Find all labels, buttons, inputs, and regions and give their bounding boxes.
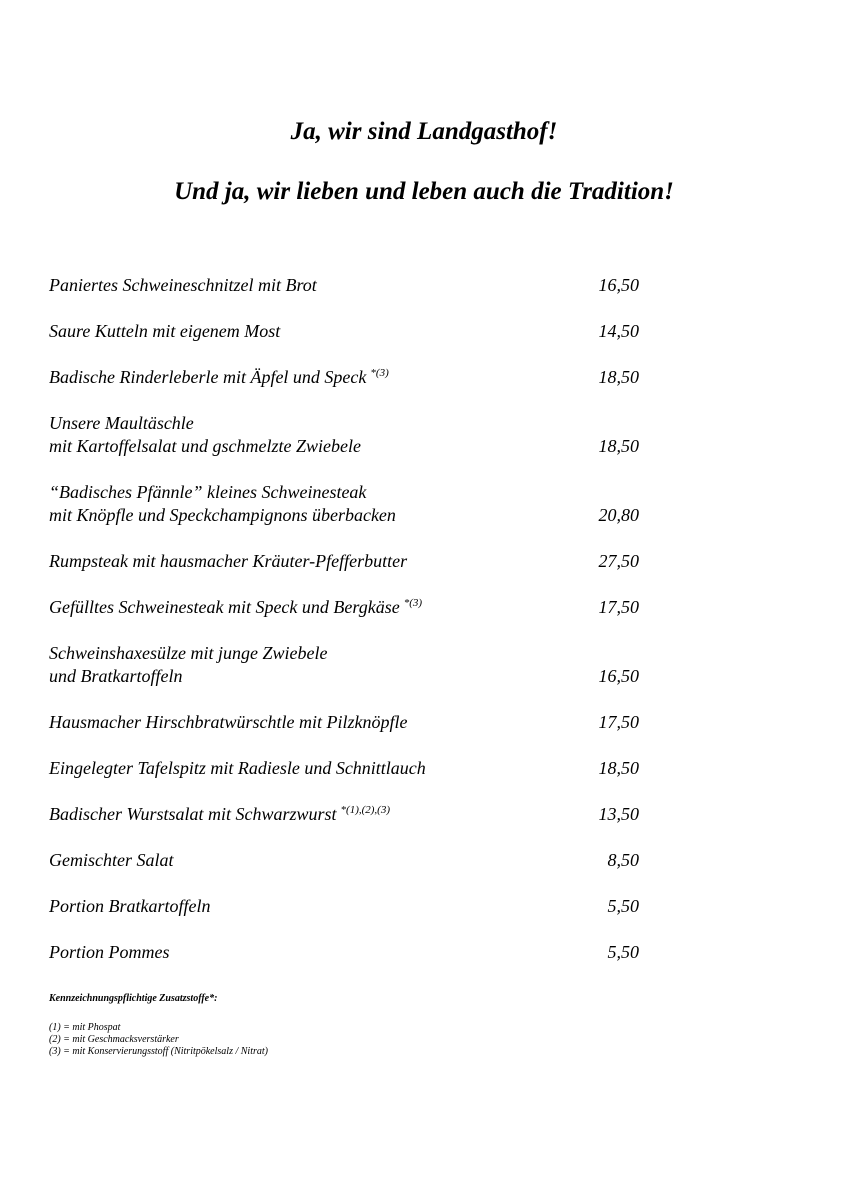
menu-item-line: Paniertes Schweineschnitzel mit Brot [49,275,317,295]
menu-item-line: Eingelegter Tafelspitz mit Radiesle und Schnittlauch [49,758,426,778]
heading-landgasthof: Ja, wir sind Landgasthof! [290,118,558,145]
menu-item-line: Rumpsteak mit hausmacher Kräuter-Pfefferbutter [49,551,408,571]
menu-item-line [49,803,569,826]
additive-definition: (1) = mit Phospat [49,1022,121,1033]
menu-item-price: 27,50 [598,551,639,571]
menu-item-price: 5,50 [607,942,639,962]
additive-definition: (2) = mit Geschmacksverstärker [49,1034,179,1045]
menu-item-line: und Bratkartoffeln [49,666,183,686]
menu-item-price: 18,50 [598,758,639,778]
menu-item-price: 5,50 [607,896,639,916]
menu-item-price: 17,50 [598,712,639,732]
menu-item-line: Schweinshaxesülze mit junge Zwiebele [49,643,328,663]
menu-item-name [49,320,569,343]
additive-marker: *(1),(2),(3) [340,804,391,816]
menu-item [49,274,649,297]
menu-item-line: Gemischter Salat [49,850,174,870]
menu-item-line [49,596,569,619]
menu-item-line [49,366,569,389]
menu-item-name [49,941,569,964]
menu-item-price: 16,50 [598,666,639,686]
menu-item-price: 16,50 [598,275,639,295]
menu-item-line: Portion Pommes [49,942,170,962]
menu-item [49,596,649,619]
menu-item [49,366,649,389]
additives-title: Kennzeichnungspflichtige Zusatzstoffe*: [49,993,218,1004]
menu-item-line: Portion Bratkartoffeln [49,896,211,916]
menu-item-price: 18,50 [598,436,639,456]
menu-item-name [49,895,569,918]
additive-definition: (3) = mit Konservierungsstoff (Nitritpökelsalz / Nitrat) [49,1046,268,1057]
menu-item-line: Saure Kutteln mit eigenem Most [49,321,281,341]
menu-item-name [49,711,569,734]
menu-item-name [49,481,569,527]
menu-item-price: 18,50 [598,367,639,387]
menu-item-text: Badischer Wurstsalat mit Schwarzwurst [49,804,337,824]
menu-item-text: Gefülltes Schweinesteak mit Speck und Bergkäse [49,597,400,617]
menu-item-name [49,849,569,872]
menu-item [49,320,649,343]
menu-item-price: 13,50 [598,804,639,824]
menu-item-name [49,757,569,780]
menu-item-name [49,366,569,389]
menu-item-price: 8,50 [607,850,639,870]
menu-item [49,941,649,964]
menu-item-line: mit Kartoffelsalat und gschmelzte Zwiebele [49,436,361,456]
additive-marker: *(3) [403,597,423,609]
menu-item [49,803,649,826]
menu-item-name [49,642,569,688]
additives-legend [49,993,549,1058]
menu-item [49,757,649,780]
menu-item [49,550,649,573]
menu-item-price: 17,50 [598,597,639,617]
menu-item [49,642,649,688]
menu-item-name [49,412,569,458]
menu-item-name [49,596,569,619]
heading-tradition: Und ja, wir lieben und leben auch die Tradition! [174,178,674,205]
menu-item-text: Badische Rinderleberle mit Äpfel und Speck [49,367,367,387]
menu-item [49,412,649,458]
menu-item-line: Hausmacher Hirschbratwürschtle mit Pilzknöpfle [49,712,408,732]
menu-item-line: “Badisches Pfännle” kleines Schweinesteak [49,482,367,502]
menu-item-name [49,803,569,826]
menu-list [49,274,649,987]
menu-item-price: 20,80 [598,505,639,525]
menu-item [49,481,649,527]
menu-item-name [49,550,569,573]
menu-item-name [49,274,569,297]
menu-item [49,849,649,872]
menu-item [49,711,649,734]
additive-marker: *(3) [370,367,389,379]
menu-item-line: mit Knöpfle und Speckchampignons überbacken [49,505,396,525]
menu-item-line: Unsere Maultäschle [49,413,194,433]
menu-item-price: 14,50 [598,321,639,341]
menu-item [49,895,649,918]
